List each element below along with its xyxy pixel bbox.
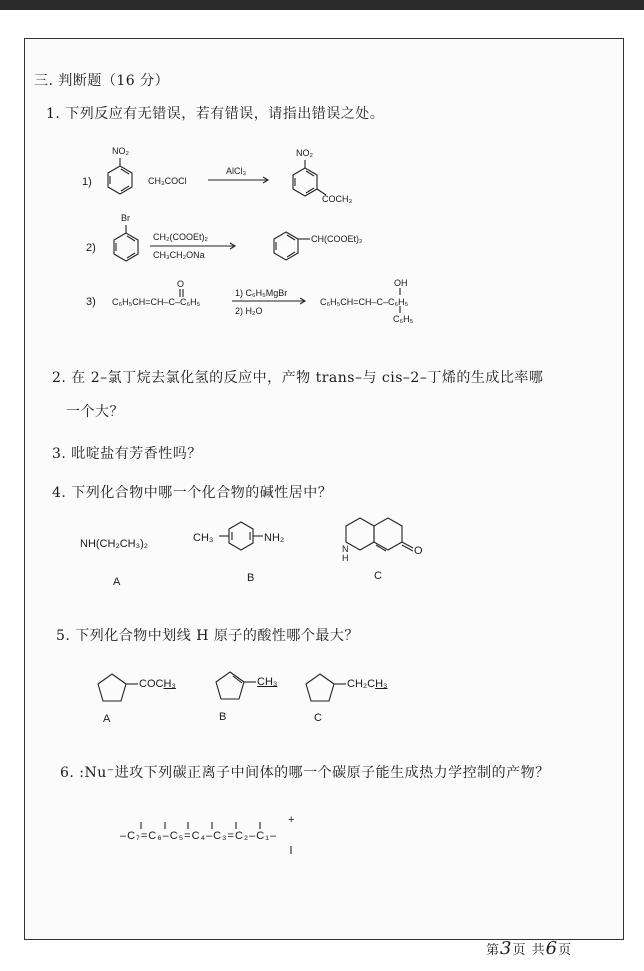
question-6: 6. :Nu⁻进攻下列碳正离子中间体的哪一个碳原子能生成热力学控制的产物？ xyxy=(60,765,550,781)
page-total: 6 xyxy=(545,938,559,959)
r2-reagent-malonate: CH₂(COOEt)₂ xyxy=(153,232,208,242)
question-2-line-1: 2. 在 2–氯丁烷去氯化氢的反应中，产物 trans–与 cis–2–丁烯的生成比率哪 xyxy=(52,370,544,386)
bicyclic-enaminone-q4-c xyxy=(346,518,413,551)
r3-product-phenyl: C₆H₅ xyxy=(393,314,414,324)
section-title: 三. 判断题（16 分） xyxy=(34,73,170,89)
r1-catalyst: AlCl₃ xyxy=(226,166,247,176)
r2-product-substituent: CH(COOEt)₂ xyxy=(311,234,363,244)
r3-reagent-water: 2) H₂O xyxy=(235,306,263,316)
benzene-ring-r2-reactant xyxy=(114,225,138,261)
page-indicator: 第3页 共6页 xyxy=(486,938,573,959)
cyclopentane-q5-c xyxy=(306,674,346,701)
q6-positive-charge: + xyxy=(288,814,295,826)
q5-label-c: C xyxy=(314,712,322,724)
r3-reagent-grignard: 1) C₆H₅MgBr xyxy=(235,288,288,298)
page-number: 3 xyxy=(500,938,513,959)
q4-label-c: C xyxy=(374,570,382,582)
benzene-ring-r1-reactant xyxy=(108,158,132,194)
q4-label-a: A xyxy=(113,576,121,588)
r3-product: C₆H₅CH=CH–C–C₆H₅ xyxy=(320,297,409,307)
r2-bromo-group: Br xyxy=(121,213,130,223)
q4-c-oxygen: O xyxy=(414,545,423,557)
q4-c-hydrogen: H xyxy=(342,553,349,563)
q5-c-substituent: CH₂CH₃ xyxy=(347,678,388,690)
question-1: 1. 下列反应有无错误，若有错误，请指出错误之处。 xyxy=(46,106,385,122)
r3-reactant: C₆H₅CH=CH–C–C₆H₅ xyxy=(112,297,201,307)
q4-label-b: B xyxy=(247,572,255,584)
question-2-line-2: 一个大？ xyxy=(66,404,124,420)
r3-carbonyl-oxygen: O xyxy=(177,279,185,289)
question-3: 3. 吡啶盐有芳香性吗？ xyxy=(52,446,202,462)
q4-b-amino: NH₂ xyxy=(264,532,285,544)
reaction-2-number: 2) xyxy=(86,242,96,254)
r1-product-acetyl: COCH₃ xyxy=(322,194,353,204)
r1-product-nitro: NO₂ xyxy=(296,148,313,158)
r3-product-hydroxyl: OH xyxy=(394,278,408,288)
benzene-ring-r1-product xyxy=(293,160,326,196)
r2-reagent-base: CH₃CH₂ONa xyxy=(153,250,205,260)
q6-carbocation-chain: –C₇=C₆–C₅=C₄–C₃=C₂–C₁– xyxy=(120,830,278,842)
cyclopentane-q5-a xyxy=(98,674,138,701)
q5-b-substituent: CH₃ xyxy=(257,676,278,688)
q4-c-nitrogen: N xyxy=(342,544,349,554)
reaction-1-number: 1) xyxy=(82,176,92,188)
question-5: 5. 下列化合物中划线 H 原子的酸性哪个最大？ xyxy=(56,628,359,644)
q5-label-b: B xyxy=(219,711,227,723)
reaction-3-number: 3) xyxy=(86,296,96,308)
cyclopentene-q5-b xyxy=(216,672,256,699)
q5-label-a: A xyxy=(103,713,111,725)
question-4: 4. 下列化合物中哪一个化合物的碱性居中？ xyxy=(52,485,333,501)
benzene-ring-r2-product xyxy=(274,232,310,260)
q4-compound-a: NH(CH₂CH₃)₂ xyxy=(80,538,149,550)
r1-acetyl-chloride: CH₃COCl xyxy=(148,176,187,186)
q4-b-methyl: CH₃ xyxy=(193,532,214,544)
r1-nitro-group: NO₂ xyxy=(112,146,129,156)
q5-a-substituent: COCH₃ xyxy=(139,678,176,690)
benzene-ring-q4-b xyxy=(219,522,263,550)
